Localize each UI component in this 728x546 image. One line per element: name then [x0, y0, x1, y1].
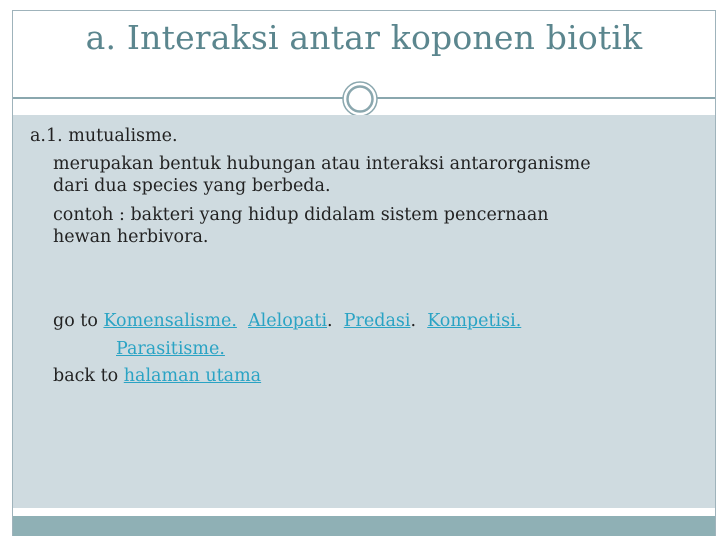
- back-line: [53, 366, 261, 386]
- link-alelopati[interactable]: Alelopati: [248, 311, 328, 331]
- separator: .: [327, 311, 333, 331]
- section-heading: a.1. mutualisme.: [30, 126, 178, 146]
- paragraph-line: contoh : bakteri yang hidup didalam sistem pencernaan: [53, 205, 549, 225]
- goto-label: go to: [53, 311, 104, 331]
- circle-ornament-icon: [342, 81, 378, 117]
- link-komensalisme[interactable]: Komensalisme.: [103, 311, 237, 331]
- footer-bar: [13, 516, 715, 536]
- link-parasitisme[interactable]: Parasitisme.: [116, 339, 225, 359]
- link-predasi[interactable]: Predasi: [343, 311, 411, 331]
- paragraph-line: dari dua species yang berbeda.: [53, 176, 331, 196]
- back-label: back to: [53, 366, 124, 386]
- separator: .: [410, 311, 417, 331]
- paragraph-line: hewan herbivora.: [53, 227, 209, 247]
- goto-line: [53, 311, 521, 331]
- link-kompetisi[interactable]: Kompetisi.: [427, 311, 522, 331]
- paragraph-line: merupakan bentuk hubungan atau interaksi antarorganisme: [53, 154, 591, 174]
- goto-line-continued: [116, 339, 225, 359]
- slide-title: a. Interaksi antar koponen biotik: [85, 18, 643, 57]
- link-halaman-utama[interactable]: halaman utama: [123, 366, 262, 386]
